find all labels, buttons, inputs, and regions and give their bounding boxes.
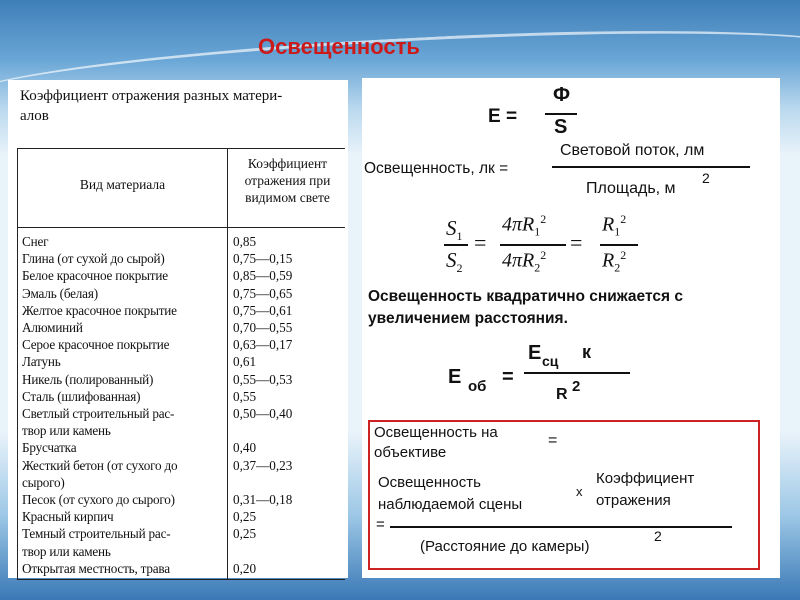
fraction-bar [552,166,750,168]
symbol-4pir: 4πR [502,213,535,236]
box-denominator: (Расстояние до камеры) [420,538,590,555]
superscript: 2 [620,212,627,226]
table-row [22,405,345,422]
table-row [22,371,345,388]
material-cell: твор или камень [22,543,111,559]
table-row [22,233,345,250]
table-row [22,457,345,474]
table-row [22,319,345,336]
material-cell: Глина (от сухой до сырой) [22,251,165,267]
table-caption-line: Коэффициент отражения разных матери- [20,88,283,104]
table-row [22,439,345,456]
coefficient-cell [227,422,233,439]
formula-eob-num-subscript: сц [542,353,559,369]
header-coefficient-line: отражения при [244,173,331,188]
header-divider [18,227,345,228]
formula-e-denominator: S [554,116,568,138]
material-cell: Белое красочное покрытие [22,268,168,284]
equals-sign: = [570,230,583,255]
header-coefficient [230,155,345,206]
table-caption [20,86,340,126]
table-row [22,525,345,542]
fraction-bar [524,372,630,374]
formula-lux-exponent: 2 [702,170,710,186]
ratio-s1 [446,216,463,244]
material-cell: Красный кирпич [22,509,114,525]
formula-panel [362,78,780,578]
equals-sign: = [548,432,558,449]
formula-lux-lhs: Освещенность, лк = [364,160,509,177]
subscript: 2 [456,261,463,276]
table-body [22,233,345,577]
slide-title: Освещенность [258,34,420,59]
formula-e-numerator: Ф [553,84,571,106]
coefficient-cell [227,474,233,491]
symbol-r: R [602,213,615,236]
material-cell: Светлый строительный рас- [22,406,175,422]
box-coef-line: Коэффициент [596,470,695,487]
coefficient-cell: 0,20 [233,560,257,576]
fraction-bar [390,526,732,528]
box-label-line: Освещенность на [374,424,498,441]
table-row [22,302,345,319]
equals-sign: = [376,516,385,533]
formula-eob-subscript: об [468,378,487,395]
reflection-table [17,148,345,580]
header-coefficient-line: видимом свете [245,190,330,205]
subscript: 2 [614,260,621,275]
table-row [22,267,345,284]
material-cell: Открытая местность, трава [22,560,170,576]
coefficient-cell: 0,50—0,40 [233,406,293,422]
symbol-s: S [446,216,457,240]
multiply-sign: х [576,484,583,499]
material-cell: Желтое красочное покрытие [22,302,177,318]
superscript: 2 [620,248,627,262]
superscript: 2 [540,248,547,262]
formula-eob-den-exponent: 2 [572,378,581,395]
material-cell: сырого) [22,474,65,490]
material-cell: Песок (от сухого до сырого) [22,492,175,508]
fraction-bar [500,244,566,246]
symbol-4pir: 4πR [502,249,535,272]
material-cell: Жесткий бетон (от сухого до [22,457,178,473]
box-scene-line: Освещенность [378,474,481,491]
ratio-s2 [446,248,463,276]
coefficient-cell [227,543,233,560]
subscript: 1 [456,229,463,244]
formula-eob-num-e: E [528,342,542,364]
material-cell: Снег [22,234,49,249]
coefficient-cell: 0,75—0,65 [233,285,293,301]
table-row [22,285,345,302]
table-row [22,560,345,577]
statement-line: Освещенность квадратично снижается с [368,288,683,305]
reflection-table-panel [8,80,348,578]
ratio-r1 [602,212,626,240]
statement-line: увеличением расстояния. [368,310,568,327]
material-cell: Латунь [22,354,61,370]
coefficient-cell: 0,63—0,17 [233,337,293,353]
superscript: 2 [540,212,547,226]
coefficient-cell: 0,70—0,55 [233,320,293,336]
coefficient-cell: 0,25 [233,509,257,525]
lens-illuminance-box [368,420,760,570]
material-cell: Сталь (шлифованная) [22,388,141,404]
material-cell: Никель (полированный) [22,371,154,387]
table-row [22,250,345,267]
coefficient-cell: 0,25 [233,526,257,542]
formula-lux-denominator: Площадь, м [586,180,676,197]
coefficient-cell: 0,61 [233,354,257,370]
table-row [22,388,345,405]
material-cell: Эмаль (белая) [22,285,98,301]
coefficient-cell: 0,85—0,59 [233,268,293,284]
subscript: 1 [614,224,621,239]
material-cell: Брусчатка [22,440,77,456]
table-row [22,353,345,370]
formula-eob-den-r: R [556,386,568,403]
material-cell: Темный строительный рас- [22,526,171,542]
formula-eob-num-k: к [582,342,592,362]
formula-e-lhs: E = [488,106,518,127]
coefficient-cell: 0,40 [233,440,257,456]
table-row [22,422,345,439]
coefficient-cell: 0,85 [233,234,257,249]
subscript: 2 [534,260,541,275]
coefficient-cell: 0,31—0,18 [233,492,293,508]
table-row [22,508,345,525]
equals-sign: = [474,230,487,255]
subscript: 1 [534,224,541,239]
ratio-4pr1 [502,212,546,240]
ratio-r2 [602,248,626,276]
symbol-s: S [446,248,457,272]
box-coef-line: отражения [596,492,671,509]
box-scene-line: наблюдаемой сцены [378,496,523,513]
material-cell: твор или камень [22,423,111,439]
material-cell: Серое красочное покрытие [22,337,170,353]
coefficient-cell: 0,55—0,53 [233,371,293,387]
fraction-bar [444,244,468,246]
fraction-bar [600,244,638,246]
header-coefficient-line: Коэффициент [247,156,328,171]
fraction-bar [545,113,577,115]
coefficient-cell: 0,55 [233,388,257,404]
table-row [22,491,345,508]
symbol-r: R [602,249,615,272]
box-label-line: объективе [374,444,447,461]
material-cell: Алюминий [22,320,83,336]
formula-eob-e: E [448,366,462,388]
coefficient-cell: 0,75—0,61 [233,302,293,318]
coefficient-cell: 0,37—0,23 [233,457,293,473]
table-row [22,336,345,353]
table-row [22,543,345,560]
box-denominator-exponent: 2 [654,528,662,544]
table-caption-line: алов [20,108,49,124]
table-row [22,474,345,491]
equals-sign: = [502,366,514,388]
ratio-4pr2 [502,248,546,276]
header-material: Вид материала [79,177,166,192]
coefficient-cell: 0,75—0,15 [233,251,293,267]
formula-lux-numerator: Световой поток, лм [560,142,705,159]
